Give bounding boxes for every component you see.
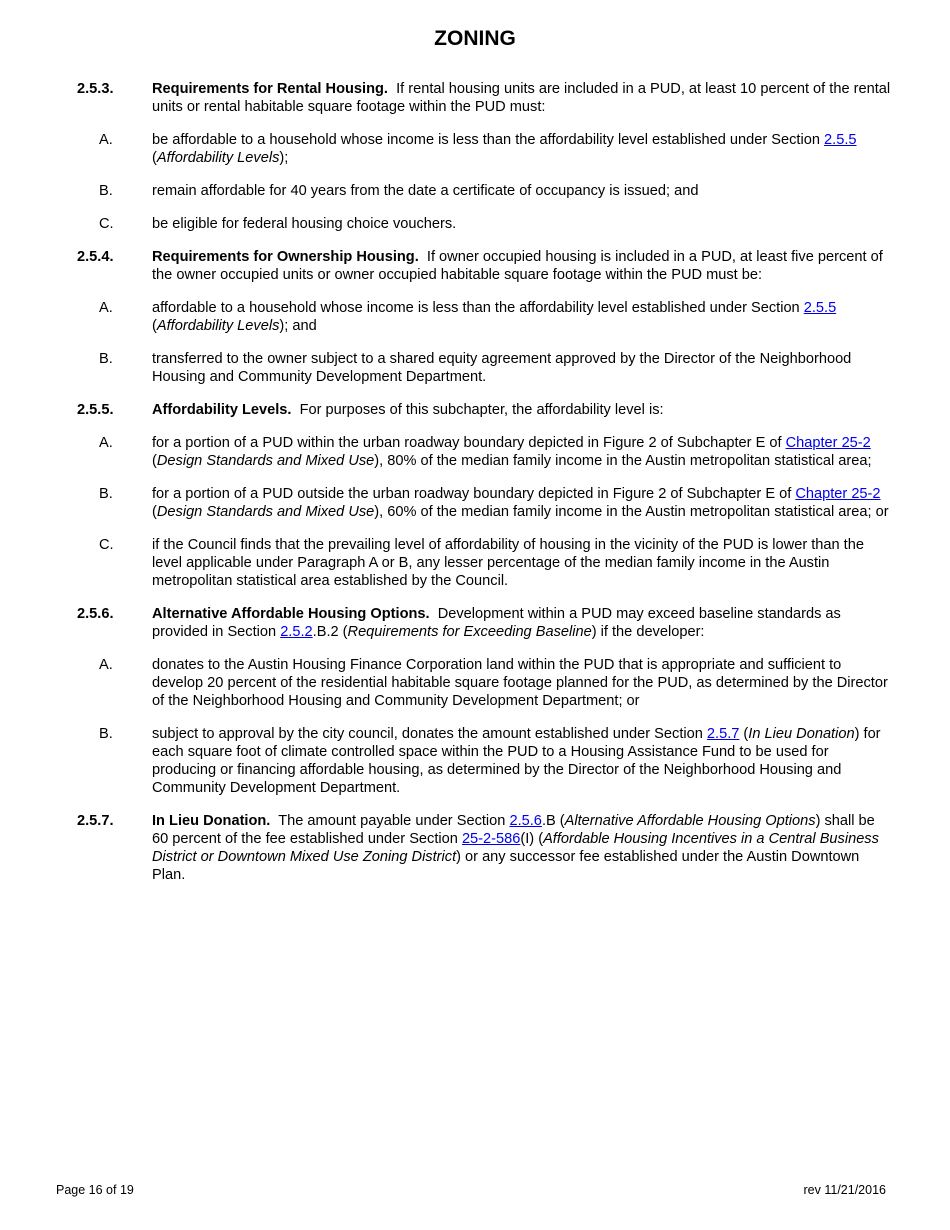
section-number: 2.5.7. — [77, 813, 114, 829]
item-text-part: for a portion of a PUD within the urban roadway boundary depicted in Figure 2 of Subchapter E of — [152, 435, 786, 451]
item-text-part: ); and — [279, 318, 317, 334]
item-text-part: ( — [739, 726, 749, 742]
section-heading: Requirements for Ownership Housing. — [152, 249, 419, 265]
section-link-2-5-7[interactable]: 2.5.7 — [706, 726, 740, 742]
item-text: be eligible for federal housing choice vouchers. — [152, 216, 457, 232]
revision-date: rev 11/21/2016 — [803, 1183, 886, 1197]
section-2-5-4-item-b — [0, 350, 950, 386]
section-italic-text: Alternative Affordable Housing Options — [564, 813, 816, 829]
section-text — [152, 248, 892, 284]
item-letter: B. — [99, 183, 113, 199]
item-letter: A. — [99, 657, 113, 673]
item-letter: B. — [99, 726, 113, 742]
section-number: 2.5.3. — [77, 81, 114, 97]
section-2-5-6-item-b — [0, 725, 950, 797]
item-italic-text: In Lieu Donation — [748, 726, 855, 742]
page-number: Page 16 of 19 — [56, 1183, 134, 1197]
section-2-5-5-item-c — [0, 536, 950, 590]
item-text-part: ( — [152, 318, 157, 334]
section-2-5-6-item-a — [0, 656, 950, 710]
section-heading: Alternative Affordable Housing Options. — [152, 606, 430, 622]
item-text-part: ); — [279, 150, 289, 166]
item-text-part: be affordable to a household whose income is less than the affordability level established under Section — [152, 132, 825, 148]
section-link-2-5-5[interactable]: 2.5.5 — [803, 300, 837, 316]
document-body — [0, 80, 950, 899]
item-italic-text: Affordability Levels — [156, 318, 280, 334]
section-italic-text: Affordable Housing Incentives in a Central Business District or Downtown Mixed Use Zoning District — [152, 831, 879, 865]
item-text — [152, 434, 892, 470]
item-text: transferred to the owner subject to a shared equity agreement approved by the Director of the Neighborhood Housing and Community Development Department. — [152, 351, 852, 385]
section-2-5-3-item-c — [0, 215, 950, 233]
section-italic-text: Requirements for Exceeding Baseline — [347, 624, 592, 640]
section-intro-part: ) if the developer: — [591, 624, 705, 640]
section-link-2-5-5[interactable]: 2.5.5 — [824, 132, 857, 148]
section-text-part: (I) ( — [520, 831, 544, 847]
item-text — [152, 131, 892, 167]
section-text-part: ) shall be 60 percent of the fee established under Section — [152, 813, 875, 847]
item-text-part: ( — [152, 150, 157, 166]
section-intro: If rental housing units are included in a PUD, at least 10 percent of the rental units or rental habitable square footage within the PUD must: — [152, 81, 891, 115]
section-number: 2.5.4. — [77, 249, 114, 265]
item-italic-text: Design Standards and Mixed Use — [156, 504, 375, 520]
item-text-part: ), 80% of the median family income in the Austin metropolitan statistical area; — [374, 453, 872, 469]
section-link-2-5-6[interactable]: 2.5.6 — [509, 813, 542, 829]
section-intro: If owner occupied housing is included in a PUD, at least five percent of the owner occupied units or owner occupied habitable square footage within the PUD must be: — [152, 249, 883, 283]
item-text-part: ), 60% of the median family income in the Austin metropolitan statistical area; or — [374, 504, 889, 520]
item-text: remain affordable for 40 years from the date a certificate of occupancy is issued; and — [152, 183, 699, 199]
section-number: 2.5.5. — [77, 402, 114, 418]
section-intro: Development within a PUD may exceed baseline standards as provided in Section — [152, 606, 841, 640]
item-letter: B. — [99, 351, 113, 367]
section-text-part: The amount payable under Section — [278, 813, 510, 829]
item-letter: A. — [99, 435, 113, 451]
item-letter: C. — [99, 216, 114, 232]
section-2-5-5-item-a — [0, 434, 950, 470]
section-2-5-3 — [0, 80, 950, 116]
item-text: if the Council finds that the prevailing level of affordability of housing in the vicinity of the PUD is lower than the level applicable under Paragraph A or B, any lesser percentage of the median family income in the Austin metropolitan statistical area established by the Council. — [152, 537, 864, 589]
section-2-5-3-item-a — [0, 131, 950, 167]
section-2-5-6 — [0, 605, 950, 641]
item-text-part: affordable to a household whose income is less than the affordability level established under Section — [152, 300, 804, 316]
section-link-2-5-2[interactable]: 2.5.2 — [280, 624, 313, 640]
item-italic-text: Affordability Levels — [156, 150, 280, 166]
section-heading: Affordability Levels. — [152, 402, 292, 418]
item-text-part: ) for each square foot of climate controlled space within the PUD to a Housing Assistance Fund to be used for producing or financing affordable housing, as determined by the Director of the Neighborhood Housing and Community Development Department. — [152, 726, 881, 796]
item-letter: B. — [99, 486, 113, 502]
item-text-part: subject to approval by the city council, donates the amount established under Section — [152, 726, 707, 742]
section-text — [152, 605, 892, 641]
item-text — [152, 485, 892, 521]
section-link-25-2-586[interactable]: 25-2-586 — [461, 831, 521, 847]
item-text — [152, 725, 892, 797]
item-letter: A. — [99, 300, 113, 316]
item-text: donates to the Austin Housing Finance Corporation land within the PUD that is appropriate and sufficient to develop 20 percent of the residential habitable square footage planned for the PUD, as determined by the Director of the Neighborhood Housing and Community Development Department; or — [152, 657, 888, 709]
section-2-5-3-item-b — [0, 182, 950, 200]
item-text-part: ( — [152, 504, 157, 520]
section-2-5-5 — [0, 401, 950, 419]
section-text-part: .B ( — [541, 813, 565, 829]
chapter-link-25-2[interactable]: Chapter 25-2 — [795, 486, 881, 502]
section-number: 2.5.6. — [77, 606, 114, 622]
section-2-5-4-item-a — [0, 299, 950, 335]
chapter-link-25-2[interactable]: Chapter 25-2 — [785, 435, 871, 451]
section-intro: For purposes of this subchapter, the affordability level is: — [299, 402, 664, 418]
section-text-part: ) or any successor fee established under the Austin Downtown Plan. — [152, 849, 860, 883]
item-letter: A. — [99, 132, 113, 148]
section-text — [152, 812, 892, 884]
page-title: ZONING — [434, 27, 516, 50]
item-text — [152, 299, 892, 335]
section-text — [152, 80, 892, 116]
section-intro-part: .B.2 ( — [312, 624, 348, 640]
section-2-5-5-item-b — [0, 485, 950, 521]
section-heading: Requirements for Rental Housing. — [152, 81, 388, 97]
item-text-part: ( — [152, 453, 157, 469]
section-heading: In Lieu Donation. — [152, 813, 271, 829]
section-text — [152, 401, 892, 419]
item-letter: C. — [99, 537, 114, 553]
section-2-5-7 — [0, 812, 950, 884]
item-italic-text: Design Standards and Mixed Use — [156, 453, 375, 469]
item-text-part: for a portion of a PUD outside the urban roadway boundary depicted in Figure 2 of Subchapter E of — [152, 486, 796, 502]
section-2-5-4 — [0, 248, 950, 284]
